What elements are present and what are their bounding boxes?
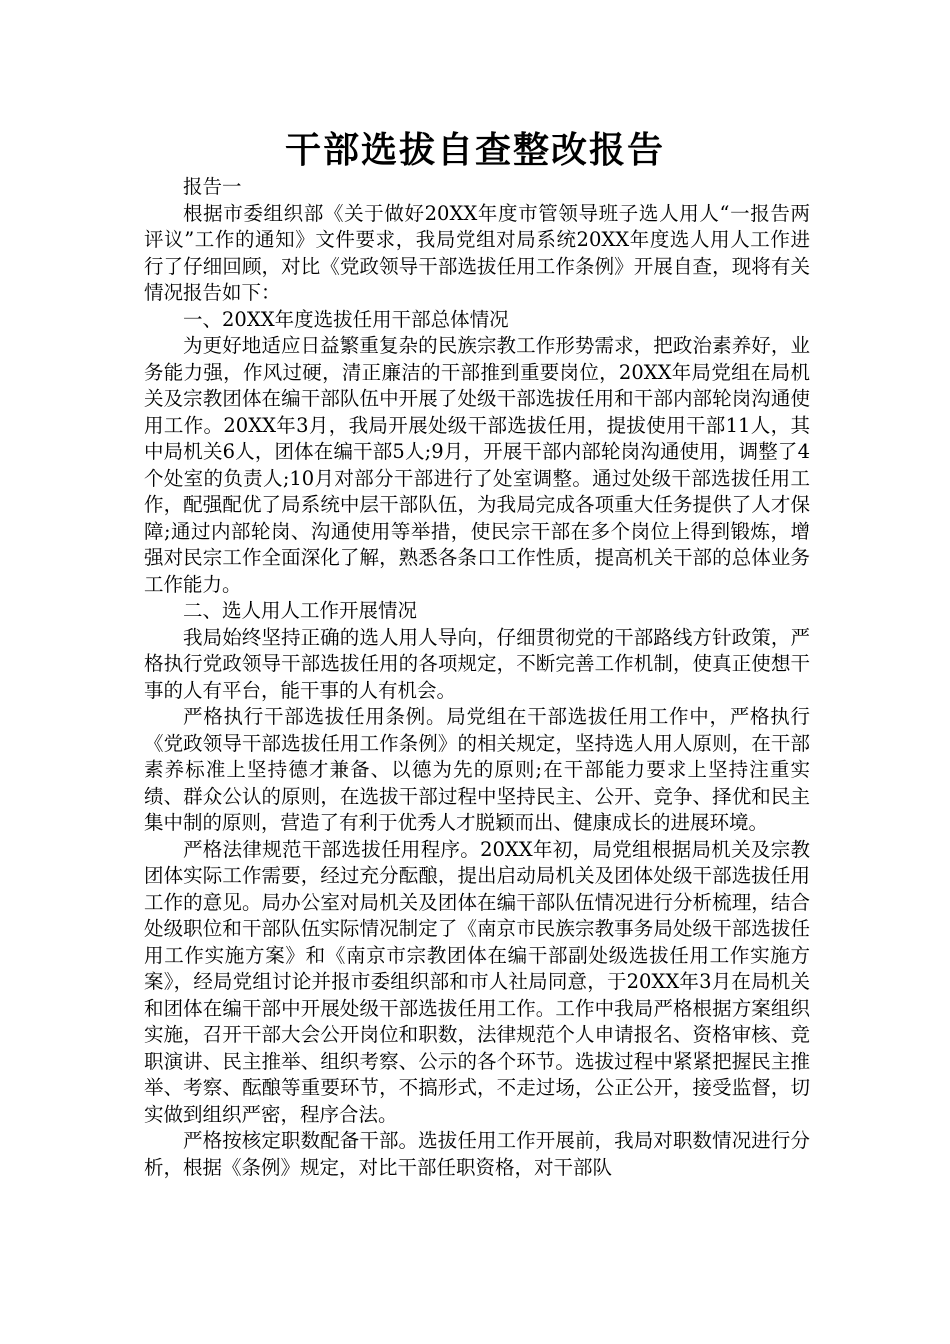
document-title: 干部选拔自查整改报告 [284,130,665,171]
paragraph-quota: 严格按核定职数配备干部。选拔任用工作开展前，我局对职数情况进行分析，根据《条例》规定，对比干部任职资格，对干部队 [144,1129,810,1179]
paragraph-guidance: 我局始终坚持正确的选人用人导向，仔细贯彻党的干部路线方针政策，严格执行党政领导干部选拔任用的各项规定，不断完善工作机制，使真正使想干事的人有平台，能干事的人有机会。 [144,625,810,702]
paragraph-report-label: 报告一 [183,175,242,198]
document-body [144,174,810,1181]
section-heading-1: 一、20XX年度选拔任用干部总体情况 [183,307,509,331]
paragraph-procedure: 严格法律规范干部选拔任用程序。20XX年初，局党组根据局机关及宗教团体实际工作需要，经过充分酝酿，提出启动局机关及团体处级干部选拔任用工作的意见。局办公室对局机关及团体在编干部队伍情况进行分析梳理，结合处级职位和干部队伍实际情况制定了《南京市民族宗教事务局处级干部选拔任用工作实施方案》和《南京市宗教团体在编干部副处级选拔任用工作实施方案》，经局党组讨论并报市委组织部和市人社局同意，于20XX年3月在局机关和团体在编干部中开展处级干部选拔任用工作。工作中我局严格根据方案组织实施，召开干部大会公开岗位和职数，法律规范个人申请报名、资格审核、竞职演讲、民主推举、组织考察、公示的各个环节。选拔过程中紧紧把握民主推举、考察、酝酿等重要环节，不搞形式，不走过场，公正公开，接受监督，切实做到组织严密，程序合法。 [144,837,810,1126]
paragraph-intro: 根据市委组织部《关于做好20XX年度市管领导班子选人用人“一报告两评议”工作的通知》文件要求，我局党组对局系统20XX年度选人用人工作进行了仔细回顾，对比《党政领导干部选拔任用工作条例》开展自查，现将有关情况报告如下： [144,201,810,304]
paragraph-regulations: 严格执行干部选拔任用条例。局党组在干部选拔任用工作中，严格执行《党政领导干部选拔任用工作条例》的相关规定，坚持选人用人原则，在干部素养标准上坚持德才兼备、以德为先的原则;在干部能力要求上坚持注重实绩、群众公认的原则，在选拔干部过程中坚持民主、公开、竞争、择优和民主集中制的原则，营造了有利于优秀人才脱颖而出、健康成长的进展环境。 [144,705,810,834]
paragraph-overview: 为更好地适应日益繁重复杂的民族宗教工作形势需求，把政治素养好，业务能力强，作风过硬，清正廉洁的干部推到重要岗位，20XX年局党组在局机关及宗教团体在编干部队伍中开展了处级干部选拔任用和干部内部轮岗沟通使用工作。20XX年3月，我局开展处级干部选拔任用，提拔使用干部11人，其中局机关6人，团体在编干部5人;9月，开展干部内部轮岗沟通使用，调整了4个处室的负责人;10月对部分干部进行了处室调整。通过处级干部选拔任用工作，配强配优了局系统中层干部队伍，为我局完成各项重大任务提供了人才保障;通过内部轮岗、沟通使用等举措，使民宗干部在多个岗位上得到锻炼，增强对民宗工作全面深化了解，熟悉各条口工作性质，提高机关干部的总体业务工作能力。 [144,334,810,596]
section-heading-2: 二、选人用人工作开展情况 [183,599,418,622]
